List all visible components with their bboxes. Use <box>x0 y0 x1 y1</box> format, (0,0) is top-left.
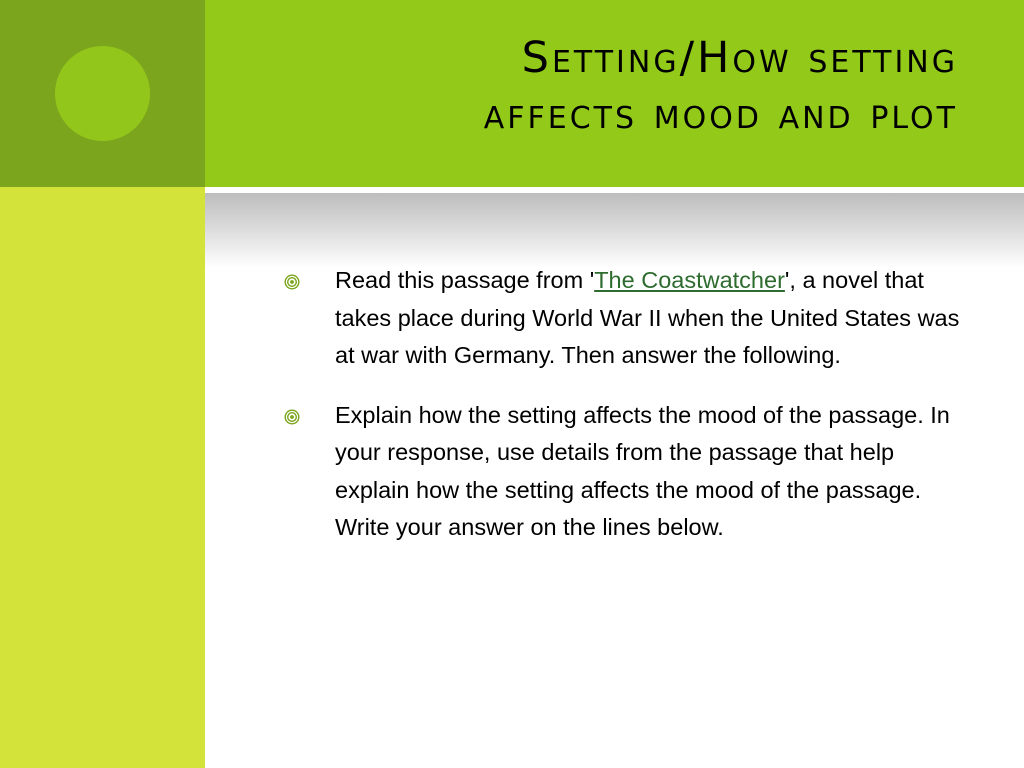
bullet-text-before-link: Read this passage from ' <box>335 267 595 293</box>
target-bullet-icon <box>284 274 300 290</box>
bullet-text-after-link: ', a novel that takes place during World War II when the United States was at war with Germany. Then answer the following. <box>335 267 960 368</box>
gradient-band <box>205 193 1024 268</box>
slide-title-line-1: Setting/How setting <box>521 33 958 83</box>
corner-decoration <box>0 0 205 187</box>
coastwatcher-link[interactable]: The Coastwatcher <box>594 267 785 293</box>
target-bullet-icon <box>284 409 300 425</box>
bullet-item-explain <box>284 397 974 547</box>
slide-title-line-2: affects mood and plot <box>483 89 958 139</box>
slide-title <box>230 30 958 142</box>
left-sidebar-band <box>0 187 205 768</box>
bullet-list <box>284 262 974 569</box>
bullet-text: Explain how the setting affects the mood of the passage. In your response, use details from the passage that help explain how the setting affects the mood of the passage. Write your answer on the lines below. <box>335 401 950 540</box>
circle-decoration <box>55 46 150 141</box>
bullet-item-passage <box>284 262 974 375</box>
